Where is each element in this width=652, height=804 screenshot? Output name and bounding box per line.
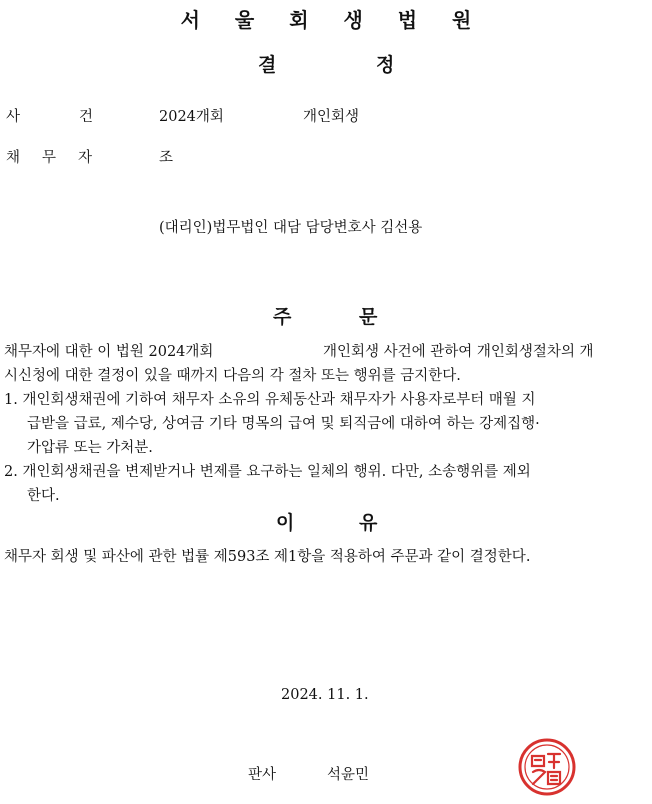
- court-name: 서 울 회 생 법 원: [180, 8, 486, 32]
- item1-line-2: 급받을 급료, 제수당, 상여금 기타 명목의 급여 및 퇴직금에 대하여 하는 강제집행·: [27, 416, 540, 432]
- item2-line-2: 한다.: [27, 488, 60, 504]
- judge-title: 판사: [248, 767, 277, 783]
- order-line-1a: 채무자에 대한 이 법원 2024개회: [4, 344, 214, 360]
- doc-title-right: 정: [376, 54, 395, 76]
- reason-text: 채무자 회생 및 파산에 관한 법률 제593조 제1항을 적용하여 주문과 같이 결정한다.: [4, 549, 531, 565]
- reason-heading-left: 이: [276, 512, 295, 534]
- order-line-1b: 개인회생 사건에 관하여 개인회생절차의 개: [323, 344, 594, 360]
- court-seal-stamp: [518, 738, 576, 796]
- order-line-2: 시신청에 대한 결정이 있을 때까지 다음의 각 절차 또는 행위를 금지한다.: [4, 368, 461, 384]
- order-heading-left: 주: [273, 306, 292, 328]
- item1-line-3: 가압류 또는 가처분.: [27, 440, 153, 456]
- case-label-geon: 건: [79, 109, 94, 125]
- item1-line-1: 1. 개인회생채권에 기하여 채무자 소유의 유체동산과 채무자가 사용자로부터 매월 지: [4, 392, 536, 408]
- case-type: 개인회생: [303, 109, 360, 125]
- item2-line-1: 2. 개인회생채권을 변제받거나 변제를 요구하는 일체의 행위. 다만, 소송행위를 제외: [4, 464, 531, 480]
- order-heading-right: 문: [359, 306, 378, 328]
- representative: (대리인)법무법인 대담 담당변호사 김선용: [159, 220, 423, 236]
- reason-heading-right: 유: [359, 512, 378, 534]
- doc-title-left: 결: [258, 54, 277, 76]
- case-label-sa: 사: [6, 109, 21, 125]
- debtor-name: 조: [159, 150, 174, 166]
- case-number: 2024개회: [159, 109, 224, 125]
- judge-name: 석윤민: [327, 767, 370, 783]
- decision-date: 2024. 11. 1.: [281, 687, 369, 703]
- debtor-label: 채무자: [6, 150, 115, 166]
